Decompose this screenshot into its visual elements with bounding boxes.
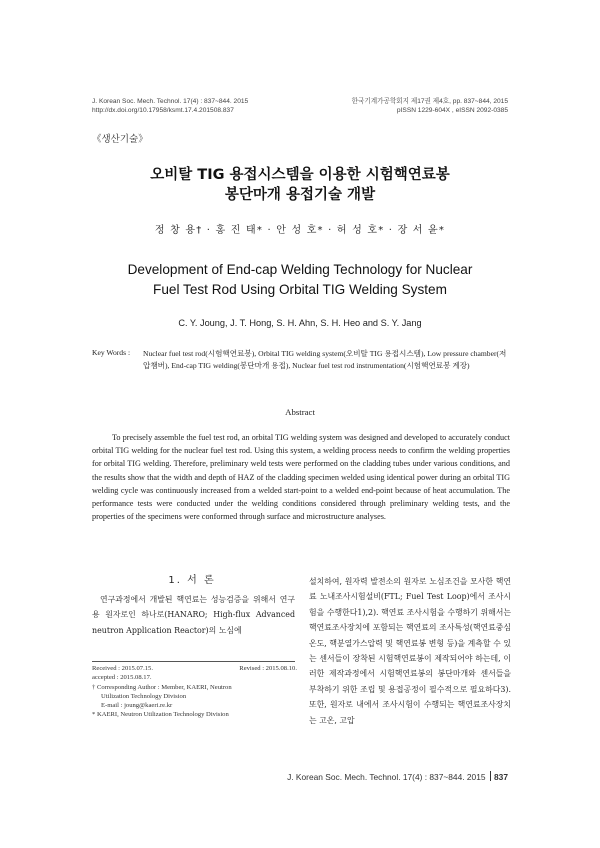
footnote-block [92, 664, 297, 720]
korean-title [0, 165, 600, 205]
corresponding-division: Utilization Technology Division [101, 692, 187, 700]
footer-divider-bar [490, 771, 492, 781]
english-title [0, 260, 600, 299]
journal-header-left [92, 97, 248, 115]
keywords-text: Nuclear fuel test rod(시험핵연료봉), Orbital TIG welding system(오비탈 TIG 용접시스템), Low pressure chamber(저압챔버), End-cap TIG welding(봉단마개 용접), Nuclear fuel test rod instrumentation(시험핵연료봉 계장) [143, 349, 507, 370]
author-email[interactable]: E-mail : joung@kaeri.re.kr [101, 702, 173, 710]
journal-citation-korean: 한국기계가공학회지 제17권 제4호, pp. 837~844, 2015 [351, 98, 508, 105]
revised-date: Revised : 2015.08.10. [239, 665, 297, 672]
introduction-heading: 1. 서 론 [168, 575, 216, 586]
affiliation-note: * KAERI, Neutron Utilization Technology Division [92, 711, 229, 719]
footnote-dates [92, 664, 297, 673]
abstract-heading: Abstract [285, 407, 315, 417]
issn-info: pISSN 1229-604X , eISSN 2092-0385 [396, 107, 508, 114]
english-authors: C. Y. Joung, J. T. Hong, S. H. Ahn, S. H. Heo and S. Y. Jang [178, 318, 422, 328]
korean-title-line1: 오비탈 TIG 용접시스템을 이용한 시험핵연료봉 [150, 167, 450, 183]
accepted-date: accepted : 2015.08.17. [92, 674, 152, 682]
received-date: Received : 2015.07.15. [92, 665, 153, 672]
page-footer [287, 771, 508, 782]
footer-citation: J. Korean Soc. Mech. Technol. 17(4) : 837~844. 2015 [287, 772, 486, 782]
intro-right-column: 설치하여, 원자력 발전소의 원자로 노심조건을 모사한 핵연료 노내조사시험설비(FTL; Fuel Test Loop)에서 조사시험을 수행한다1),2). 핵연료 조사시험을 수행하기 위해서는 핵연료조사장치에 포함되는 핵연료의 조사특성(핵연료중심온도, 핵분열가스압력 및 핵연료봉 변형 등)을 계측할 수 있는 센서들이 장착된 시험핵연료봉이 제작되어야 하는데, 이러한 제작과정에서 시험핵연료봉의 봉단마개와 센서들을 부착하기 위한 조립 및 용접공정이 필수적으로 필요하다3). 또한, 원자로 내에서 조사시험이 수행되는 핵연료조사장치는 고온, 고압 [309, 577, 511, 725]
corresponding-author: † Corresponding Author : Member, KAERI, Neutron [92, 683, 232, 691]
section-label: 《생산기술》 [92, 134, 148, 145]
journal-header-right [352, 97, 508, 115]
journal-citation: J. Korean Soc. Mech. Technol. 17(4) : 837~844. 2015 [92, 98, 249, 105]
page-number: 837 [494, 772, 508, 782]
korean-authors: 정 창 용† · 홍 진 태* · 안 성 호* · 허 성 호* · 장 서 윤* [154, 225, 446, 236]
doi-link[interactable]: http://dx.doi.org/10.17958/ksmt.17.4.201508.837 [92, 107, 234, 114]
intro-left-column: 연구과정에서 개발된 핵연료는 성능검증을 위해서 연구용 원자로인 하나로(HANARO; High-flux Advanced neutron Application Reactor)의 노심에 [92, 595, 295, 635]
english-title-line2: Fuel Test Rod Using Orbital TIG Welding System [153, 281, 447, 297]
footnote-divider [92, 661, 295, 662]
abstract-text: To precisely assemble the fuel test rod, an orbital TIG welding system was designed and developed to accurately conduct orbital TIG welding for the nuclear fuel test rod. Using this system, a welding process needs to confirm the welding properties for orbital TIG welding. Therefore, preliminary weld tests were performed on the cladding tubes under various conditions, and the results show that the width and depth of HAZ of the cladding specimen welded using identical power during an orbital TIG welding cycle was continuously increased from a welded start-point to a welded end-point because of heat accumulation. The performance tests were conducted under the welding conditions considered through preliminary welding tests, and the properties of the specimens were conformed through surface and microstructure analyses. [92, 433, 510, 522]
keywords-label: Key Words : [92, 348, 131, 357]
english-title-line1: Development of End-cap Welding Technology for Nuclear [127, 262, 473, 277]
korean-title-line2: 봉단마개 용접기술 개발 [224, 187, 376, 203]
